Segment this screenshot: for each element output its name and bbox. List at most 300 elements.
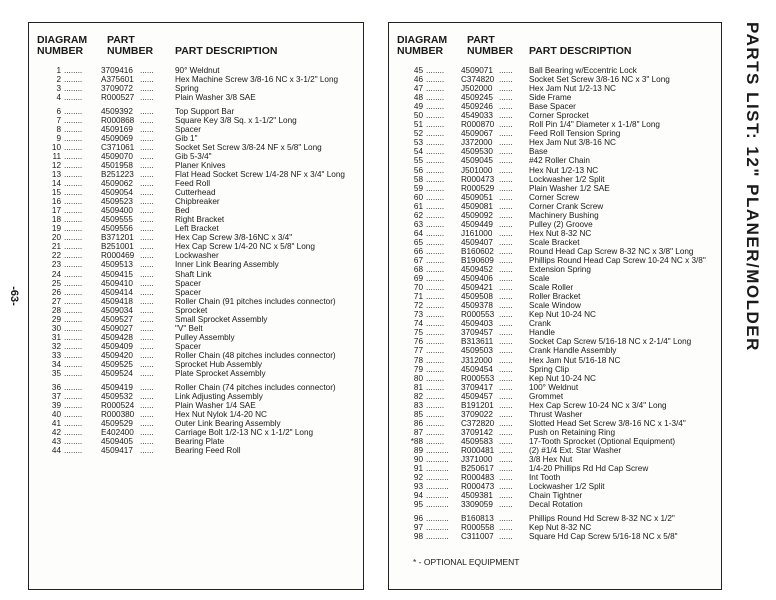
leader-dots: .......... (426, 455, 449, 465)
leader-dots: ...... (140, 75, 154, 85)
part-number: 4509414 (101, 287, 133, 297)
leader-dots: ...... (499, 147, 513, 157)
part-description: 90° Weldnut (175, 66, 220, 75)
part-description: Hex Nut 8-32 NC (529, 228, 592, 238)
part-number: 4509405 (101, 436, 133, 446)
leader-dots: ........ (64, 179, 83, 189)
part-description: Spring Clip (529, 364, 570, 374)
table-row (35, 288, 359, 297)
leader-dots: ........ (64, 382, 83, 392)
leader-dots: ........ (426, 84, 445, 94)
table-row (35, 297, 359, 306)
leader-dots: ........ (426, 418, 445, 428)
part-description: Socket Set Screw 3/8-24 NF x 5/8" Long (175, 142, 322, 152)
part-number: R000473 (461, 174, 495, 184)
part-description: 3/8 Hex Nut (529, 455, 573, 465)
diagram-number: 50 (413, 111, 423, 121)
leader-dots: ...... (140, 206, 154, 216)
leader-dots: ...... (499, 400, 513, 410)
part-description: Scale Roller (529, 283, 574, 293)
part-number: 3709142 (461, 427, 493, 437)
leader-dots: ...... (499, 346, 513, 356)
leader-dots: ........ (64, 170, 83, 180)
table-row (35, 161, 359, 170)
part-description: Kep Nut 10-24 NC (529, 310, 596, 320)
part-number: 4509392 (101, 106, 133, 116)
part-description: Plain Washer 3/8 SAE (175, 93, 256, 103)
diagram-number: 23 (51, 260, 61, 270)
leader-dots: ...... (140, 436, 154, 446)
diagram-number: 47 (413, 84, 423, 94)
leader-dots: ........ (426, 373, 445, 383)
leader-dots: ........ (64, 106, 83, 116)
part-number: J502000 (461, 84, 493, 94)
leader-dots: ...... (499, 328, 513, 338)
leader-dots: ........ (426, 201, 445, 211)
page-title-text: PARTS LIST: 12" PLANER/MOLDER (743, 22, 762, 352)
part-header-line1: PART (107, 34, 135, 46)
part-number: 4509452 (461, 265, 493, 275)
part-number: 4509054 (101, 188, 133, 198)
part-number: E402400 (101, 427, 134, 437)
part-description: Hex Nut 1/2-13 NC (529, 165, 599, 175)
diagram-number: 11 (52, 151, 61, 161)
leader-dots: ...... (140, 350, 154, 360)
diagram-number: 95 (413, 500, 423, 510)
table-row (395, 66, 717, 75)
part-description: #42 Roller Chain (529, 156, 590, 166)
part-description: Cutterhead (175, 188, 216, 198)
part-number: B313611 (461, 337, 494, 347)
leader-dots: ........ (64, 369, 83, 379)
leader-dots: ........ (64, 224, 83, 234)
diagram-number: 75 (413, 328, 423, 338)
leader-dots: ........ (426, 219, 445, 229)
diagram-number: 42 (51, 427, 61, 437)
part-number: 3709417 (461, 382, 493, 392)
diagram-number: 98 (413, 531, 423, 541)
leader-dots: ...... (140, 296, 154, 306)
table-row (395, 356, 717, 365)
part-description: Hex Machine Screw 3/8-16 NC x 3-1/2" Long (175, 75, 339, 85)
diagram-number: 12 (51, 160, 61, 170)
diagram-number: 30 (51, 323, 61, 333)
leader-dots: ........ (426, 210, 445, 220)
table-row (35, 224, 359, 233)
leader-dots: ...... (499, 436, 513, 446)
table-row (35, 134, 359, 143)
part-number: R000527 (101, 93, 135, 103)
page-number: -63- (7, 286, 20, 306)
part-description: Socket Set Screw 3/8-16 NC x 3" Long (529, 75, 670, 85)
part-description: Spacer (175, 124, 201, 134)
table-row (395, 319, 717, 328)
diagram-number: 33 (51, 350, 61, 360)
part-description: Carriage Bolt 1/2-13 NC x 1-1/2" Long (175, 427, 314, 437)
leader-dots: ........ (64, 133, 83, 143)
leader-dots: ...... (140, 124, 154, 134)
leader-dots: ........ (426, 228, 445, 238)
table-row (395, 437, 717, 446)
part-number: 4509081 (461, 201, 493, 211)
leader-dots: ........ (64, 305, 83, 315)
right-page (388, 22, 722, 590)
diagram-number: 97 (413, 522, 423, 532)
leader-dots: ........ (426, 237, 445, 247)
leader-dots: ........ (64, 269, 83, 279)
leader-dots: ...... (499, 165, 513, 175)
part-number: 4509415 (101, 269, 133, 279)
leader-dots: ...... (499, 464, 513, 474)
part-number: 4509583 (461, 436, 493, 446)
leader-dots: ...... (499, 283, 513, 293)
leader-dots: ........ (64, 391, 83, 401)
table-row (35, 143, 359, 152)
leader-dots: ........ (64, 323, 83, 333)
part-number: 4509419 (101, 382, 133, 392)
leader-dots: ........ (64, 197, 83, 207)
table-row (35, 152, 359, 161)
diagram-number: 96 (413, 513, 423, 523)
table-row (395, 410, 717, 419)
table-row (35, 75, 359, 84)
leader-dots: ........ (64, 160, 83, 170)
part-number: R000524 (101, 400, 135, 410)
leader-dots: ...... (499, 427, 513, 437)
diagram-number: 74 (413, 319, 423, 329)
diagram-number: 16 (51, 197, 61, 207)
leader-dots: ...... (140, 215, 154, 225)
leader-dots: ...... (499, 482, 513, 492)
part-number: 4509503 (461, 346, 493, 356)
leader-dots: ...... (499, 522, 513, 532)
leader-dots: ...... (499, 473, 513, 483)
part-number: 4509067 (461, 129, 493, 139)
leader-dots: ...... (140, 160, 154, 170)
leader-dots: ...... (140, 142, 154, 152)
table-row (35, 84, 359, 93)
diagram-number: 17 (51, 206, 61, 216)
leader-dots: ...... (140, 269, 154, 279)
leader-dots: ........ (426, 400, 445, 410)
part-description: Gib 5-3/4" (175, 151, 212, 161)
diagram-number: 87 (413, 427, 423, 437)
table-row (395, 166, 717, 175)
leader-dots: ........ (64, 115, 83, 125)
table-row (395, 102, 717, 111)
leader-dots: ........ (64, 314, 83, 324)
part-description: Planer Knives (175, 160, 226, 170)
diagram-number: 26 (51, 287, 61, 297)
diagram-number: 78 (413, 355, 423, 365)
part-number: 4549033 (461, 111, 493, 121)
diagram-number: 48 (413, 93, 423, 103)
table-row (35, 392, 359, 401)
part-number: 3709072 (101, 84, 133, 94)
diagram-number: 65 (413, 237, 423, 247)
part-number: 4509406 (461, 274, 493, 284)
table-row (395, 514, 717, 523)
right-parts-table (395, 66, 717, 541)
leader-dots: ........ (426, 427, 445, 437)
part-description: Spacer (175, 287, 201, 297)
leader-dots: ...... (140, 314, 154, 324)
table-row (35, 251, 359, 260)
part-number: 4509045 (461, 156, 493, 166)
leader-dots: ........ (426, 346, 445, 356)
diagram-number: 8 (56, 124, 61, 134)
leader-dots: ........ (426, 391, 445, 401)
diagram-number: 25 (51, 278, 61, 288)
table-row (395, 147, 717, 156)
leader-dots: ...... (499, 201, 513, 211)
leader-dots: ........ (426, 328, 445, 338)
leader-dots: ...... (140, 287, 154, 297)
leader-dots: ........ (64, 93, 83, 103)
part-description: Spacer (175, 278, 201, 288)
leader-dots: ........ (426, 111, 445, 121)
part-description: Outer Link Bearing Assembly (175, 418, 281, 428)
table-row (395, 256, 717, 265)
leader-dots: ........ (426, 138, 445, 148)
leader-dots: ...... (140, 400, 154, 410)
leader-dots: ........ (64, 296, 83, 306)
part-number: R000529 (461, 183, 495, 193)
leader-dots: ...... (140, 242, 154, 252)
diagram-number: 67 (413, 255, 423, 265)
leader-dots: ........ (426, 319, 445, 329)
leader-dots: ........ (426, 174, 445, 184)
part-description: Extension Spring (529, 265, 591, 275)
table-row (35, 401, 359, 410)
diagram-number: 10 (51, 142, 61, 152)
leader-dots: ........ (64, 400, 83, 410)
part-number: 4509381 (461, 491, 493, 501)
diagram-number: 81 (413, 382, 423, 392)
part-description: Lockwasher 1/2 Split (529, 482, 605, 492)
leader-dots: ...... (499, 364, 513, 374)
leader-dots: ...... (499, 93, 513, 103)
description-header: PART DESCRIPTION (529, 45, 632, 57)
diagram-number: 24 (51, 269, 61, 279)
part-number: R000473 (461, 482, 495, 492)
leader-dots: ...... (140, 427, 154, 437)
leader-dots: ...... (499, 500, 513, 510)
part-number: 4509417 (101, 445, 133, 455)
table-row (395, 283, 717, 292)
diagram-number: 53 (413, 138, 423, 148)
left-page (28, 22, 364, 590)
table-row (395, 523, 717, 532)
leader-dots: ........ (64, 436, 83, 446)
table-row (35, 446, 359, 455)
diagram-number: 92 (413, 473, 423, 483)
leader-dots: ...... (140, 260, 154, 270)
leader-dots: ...... (499, 310, 513, 320)
leader-dots: ........ (426, 156, 445, 166)
part-number: 4509525 (101, 360, 133, 369)
table-row (395, 229, 717, 238)
leader-dots: ...... (140, 323, 154, 333)
part-number: 4509513 (101, 260, 133, 270)
leader-dots: ...... (499, 531, 513, 541)
part-number: 4509508 (461, 292, 493, 302)
part-description: Crank Handle Assembly (529, 346, 617, 356)
leader-dots: ...... (140, 409, 154, 419)
leader-dots: .......... (426, 513, 449, 523)
diagram-number: 59 (413, 183, 423, 193)
leader-dots: ........ (64, 188, 83, 198)
leader-dots: ...... (499, 120, 513, 130)
part-number: 4509051 (461, 192, 493, 202)
page-title (732, 22, 772, 590)
leader-dots: ...... (140, 341, 154, 351)
table-row (35, 125, 359, 134)
diagram-number: 52 (413, 129, 423, 139)
diagram-number: 60 (413, 192, 423, 202)
table-row (395, 111, 717, 120)
table-row (395, 220, 717, 229)
part-number: 3709457 (461, 328, 493, 338)
part-description: Thrust Washer (529, 409, 583, 419)
leader-dots: .......... (426, 473, 449, 483)
table-row (35, 369, 359, 378)
diagram-number: 55 (413, 156, 423, 166)
leader-dots: ........ (426, 165, 445, 175)
diagram-number: 22 (51, 251, 61, 261)
part-description: Round Head Cap Screw 8-32 NC x 3/8" Long (529, 246, 694, 256)
part-description: Bearing Feed Roll (175, 445, 241, 455)
leader-dots: ........ (426, 310, 445, 320)
leader-dots: ........ (426, 301, 445, 311)
part-number: 4509421 (461, 283, 493, 293)
leader-dots: ........ (426, 355, 445, 365)
part-number: 4509555 (101, 215, 133, 225)
part-number: J501000 (461, 165, 493, 175)
leader-dots: ...... (140, 197, 154, 207)
part-number: A375601 (101, 75, 134, 85)
part-number: C311007 (461, 531, 494, 541)
leader-dots: ...... (499, 156, 513, 166)
diagram-number: 31 (51, 332, 61, 342)
leader-dots: ........ (64, 332, 83, 342)
leader-dots: ........ (64, 360, 83, 369)
part-number: B160813 (461, 513, 494, 523)
part-number: B160602 (461, 246, 494, 256)
diagram-number: 3 (56, 84, 61, 94)
part-description: Roller Chain (91 pitches includes connector) (175, 296, 336, 306)
part-number: 4509409 (101, 341, 133, 351)
diagram-number: 94 (413, 491, 423, 501)
diagram-number: 15 (51, 188, 61, 198)
leader-dots: ........ (64, 215, 83, 225)
leader-dots: ...... (499, 513, 513, 523)
diagram-number: 27 (51, 296, 61, 306)
table-row (35, 383, 359, 392)
diagram-number: 73 (413, 310, 423, 320)
part-number: 4509403 (461, 319, 493, 329)
part-description: Top Support Bar (175, 106, 235, 116)
part-number: B191201 (461, 400, 494, 410)
table-row (395, 328, 717, 337)
leader-dots: ........ (64, 278, 83, 288)
left-parts-table (35, 66, 359, 455)
leader-dots: ...... (499, 102, 513, 112)
table-row (35, 270, 359, 279)
table-row (395, 500, 717, 509)
part-number: 3309059 (461, 500, 493, 510)
diagram-number: 91 (413, 464, 423, 474)
part-description: Hex Nut Nylok 1/4-20 NC (175, 409, 267, 419)
leader-dots: ........ (426, 129, 445, 139)
part-number: 4509092 (461, 210, 493, 220)
leader-dots: ...... (140, 115, 154, 125)
part-description: Scale (529, 274, 550, 284)
table-row (35, 206, 359, 215)
leader-dots: ........ (426, 102, 445, 112)
leader-dots: .......... (426, 445, 449, 455)
table-row (395, 120, 717, 129)
leader-dots: ...... (499, 409, 513, 419)
leader-dots: ...... (499, 491, 513, 501)
leader-dots: ...... (499, 219, 513, 229)
diagram-number: 4 (56, 93, 61, 103)
part-description: Chipbreaker (175, 197, 220, 207)
leader-dots: ...... (140, 170, 154, 180)
part-description: "V" Belt (175, 323, 203, 333)
part-number: 4509527 (101, 314, 133, 324)
diagram-number: 28 (51, 305, 61, 315)
table-row (395, 138, 717, 147)
leader-dots: ........ (64, 66, 83, 75)
diagram-number: 68 (413, 265, 423, 275)
table-row (35, 179, 359, 188)
part-description: Side Frame (529, 93, 572, 103)
leader-dots: ........ (64, 350, 83, 360)
part-number: C372820 (461, 418, 495, 428)
table-row (395, 473, 717, 482)
leader-dots: ........ (64, 260, 83, 270)
table-row (395, 346, 717, 355)
diagram-number: 21 (51, 242, 61, 252)
part-number: 3709416 (101, 66, 133, 75)
part-number: 4509524 (101, 369, 133, 379)
diagram-number: 89 (413, 445, 423, 455)
table-row (395, 75, 717, 84)
part-number: 4509410 (101, 278, 133, 288)
part-number: 4509400 (101, 206, 133, 216)
table-row (395, 374, 717, 383)
leader-dots: ...... (499, 445, 513, 455)
leader-dots: .......... (426, 464, 449, 474)
table-row (395, 93, 717, 102)
table-row (35, 170, 359, 179)
leader-dots: ........ (64, 341, 83, 351)
part-number: J371000 (461, 455, 493, 465)
part-description: Link Adjusting Assembly (175, 391, 263, 401)
leader-dots: ...... (499, 84, 513, 94)
table-row (35, 260, 359, 269)
table-row (35, 437, 359, 446)
diagram-number: 41 (51, 418, 61, 428)
leader-dots: ...... (140, 382, 154, 392)
diagram-number: 90 (413, 455, 423, 465)
table-row (395, 310, 717, 319)
diagram-header-line1: DIAGRAM (37, 34, 88, 46)
part-description: Socket Cap Screw 5/16-18 NC x 2-1/4" Long (529, 337, 692, 347)
part-header-line1: PART (467, 34, 495, 46)
diagram-number: 18 (51, 215, 61, 225)
